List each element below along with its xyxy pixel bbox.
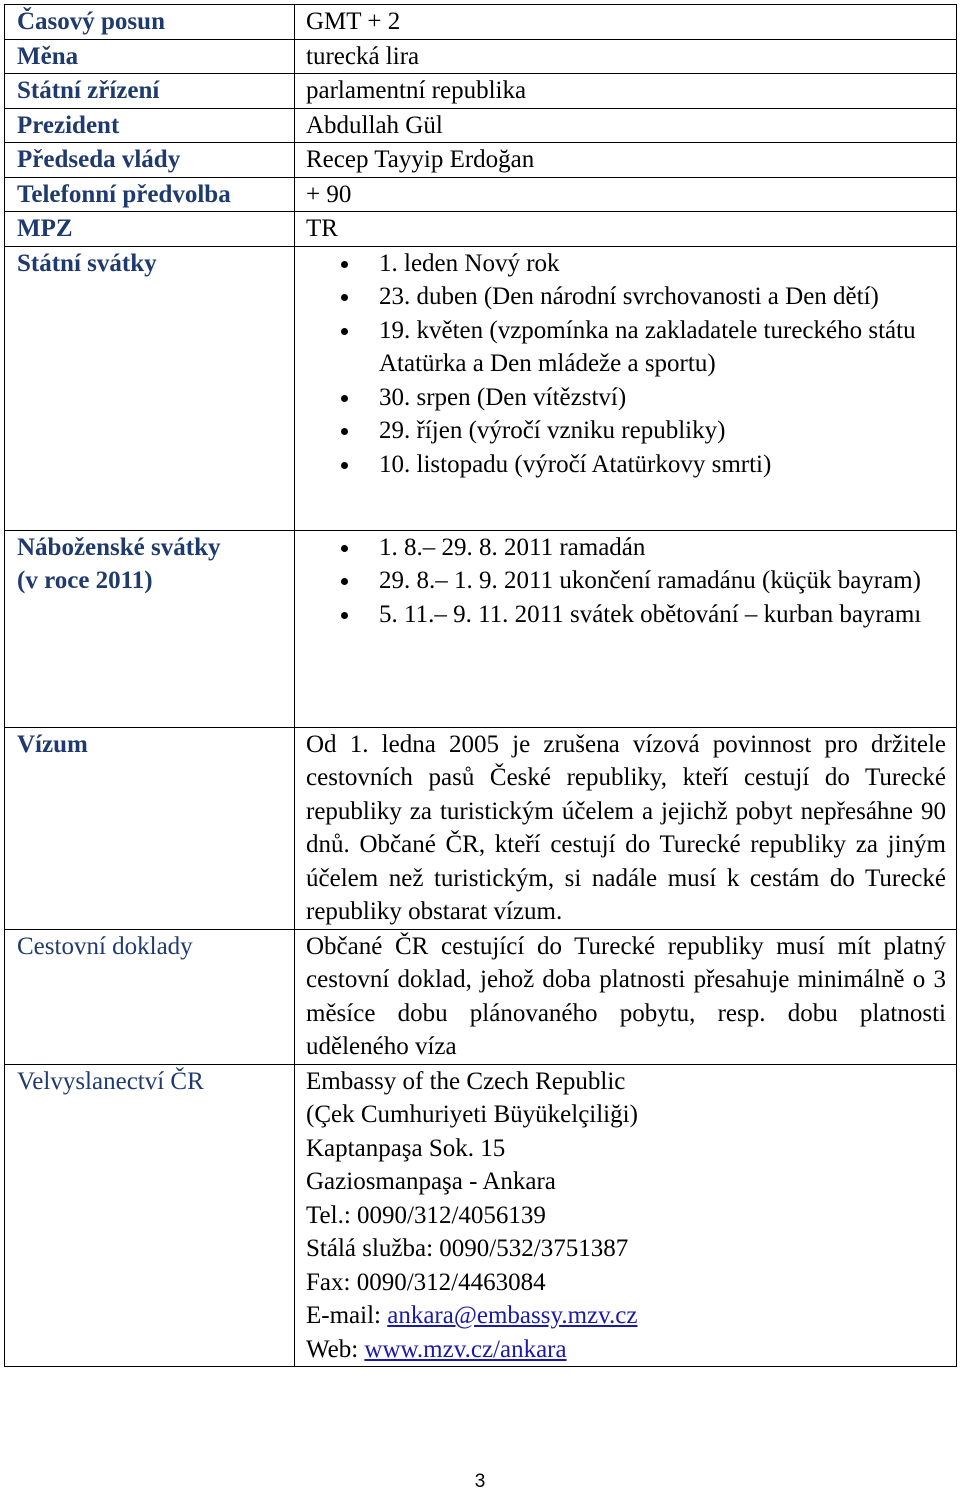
web-link[interactable]: www.mzv.cz/ankara: [364, 1335, 567, 1363]
embassy-tel: Tel.: 0090/312/4056139: [306, 1201, 546, 1229]
bullet-icon: [341, 612, 348, 619]
country-info-table: [4, 4, 957, 1367]
list-item: 29. říjen (výročí vzniku republiky): [379, 414, 946, 448]
label-travel-documents: Cestovní doklady: [17, 932, 193, 960]
list-item: 23. duben (Den národní svrchovanosti a Den dětí): [379, 280, 946, 314]
label-state-holidays: Státní svátky: [17, 249, 157, 277]
state-holidays-list: [295, 247, 956, 482]
list-item: 1. leden Nový rok: [379, 247, 946, 281]
label-phone-code: Telefonní předvolba: [17, 180, 231, 208]
row-visa: [5, 727, 957, 929]
list-item: 19. květen (vzpomínka na zakladatele tureckého státu Atatürka a Den mládeže a sportu): [379, 314, 946, 381]
embassy-web-line: Web: www.mzv.cz/ankara: [306, 1335, 567, 1363]
label-visa: Vízum: [17, 730, 88, 758]
row-currency: [5, 39, 957, 74]
row-religious-holidays: [5, 530, 957, 727]
travel-documents-text: Občané ČR cestující do Turecké republiky musí mít platný cestovní doklad, jehož doba platnosti přesahuje minimálně o 3 měsíce dobu plánovaného pobytu, resp. dobu platnosti uděleného víza: [306, 932, 946, 1060]
row-embassy: [5, 1064, 957, 1367]
row-time-offset: [5, 5, 957, 40]
row-travel-documents: [5, 929, 957, 1064]
embassy-email-line: E-mail: ankara@embassy.mzv.cz: [306, 1302, 638, 1329]
page-number: 3: [474, 1471, 486, 1492]
value-currency: turecká lira: [306, 42, 420, 70]
label-religious-holidays: Náboženské svátky: [17, 533, 221, 561]
bullet-icon: [341, 578, 348, 585]
label-government: Státní zřízení: [17, 77, 160, 104]
label-time-offset: Časový posun: [17, 8, 165, 35]
row-phone-code: [5, 177, 957, 212]
value-government: parlamentní republika: [306, 77, 527, 104]
value-mpz: TR: [306, 215, 338, 242]
bullet-icon: [341, 428, 348, 435]
list-item: 10. listopadu (výročí Atatürkovy smrti): [379, 448, 946, 482]
row-government: [5, 74, 957, 109]
embassy-city: Gaziosmanpaşa - Ankara: [306, 1168, 556, 1195]
label-religious-year: (v roce 2011): [17, 567, 153, 594]
label-president: Prezident: [17, 111, 120, 139]
bullet-icon: [341, 261, 348, 268]
row-mpz: [5, 212, 957, 247]
visa-text: Od 1. ledna 2005 je zrušena vízová povinnost pro držitele cestovních pasů České republiky, kteří cestují do Turecké republiky za turistickým účelem a jejichž pobyt nepřesáhne 90 dnů. Občané ČR, kteří cestují do Turecké republiky za jiným účelem než turistickým, si nadále musí k cestám do Turecké republiky obstarat vízum.: [306, 730, 946, 925]
list-item: 1. 8.– 29. 8. 2011 ramadán: [379, 531, 946, 565]
embassy-name-en: Embassy of the Czech Republic: [306, 1067, 626, 1095]
bullet-icon: [341, 545, 348, 552]
label-prime-minister: Předseda vlády: [17, 146, 181, 173]
religious-holidays-list: [295, 531, 956, 632]
embassy-street: Kaptanpaşa Sok. 15: [306, 1134, 506, 1162]
value-prime-minister: Recep Tayyip Erdoğan: [306, 146, 535, 173]
embassy-name-tr: (Çek Cumhuriyeti Büyükelçiliği): [306, 1101, 638, 1128]
bullet-icon: [341, 294, 348, 301]
bullet-icon: [341, 395, 348, 402]
value-phone-code: + 90: [306, 180, 352, 208]
list-item: 29. 8.– 1. 9. 2011 ukončení ramadánu (küçük bayram): [379, 564, 946, 598]
label-currency: Měna: [17, 42, 79, 70]
embassy-fax: Fax: 0090/312/4463084: [306, 1268, 546, 1296]
label-mpz: MPZ: [17, 215, 73, 242]
row-president: [5, 108, 957, 143]
value-president: Abdullah Gül: [306, 111, 443, 139]
list-item: 30. srpen (Den vítězství): [379, 381, 946, 415]
email-link[interactable]: ankara@embassy.mzv.cz: [387, 1302, 638, 1329]
value-time-offset: GMT + 2: [306, 8, 401, 35]
row-prime-minister: [5, 143, 957, 178]
row-state-holidays: [5, 246, 957, 530]
list-item: 5. 11.– 9. 11. 2011 svátek obětování – kurban bayramı: [379, 598, 946, 632]
embassy-permanent-service: Stálá služba: 0090/532/3751387: [306, 1235, 629, 1262]
bullet-icon: [341, 328, 348, 335]
bullet-icon: [341, 462, 348, 469]
label-embassy: Velvyslanectví ČR: [17, 1067, 204, 1095]
